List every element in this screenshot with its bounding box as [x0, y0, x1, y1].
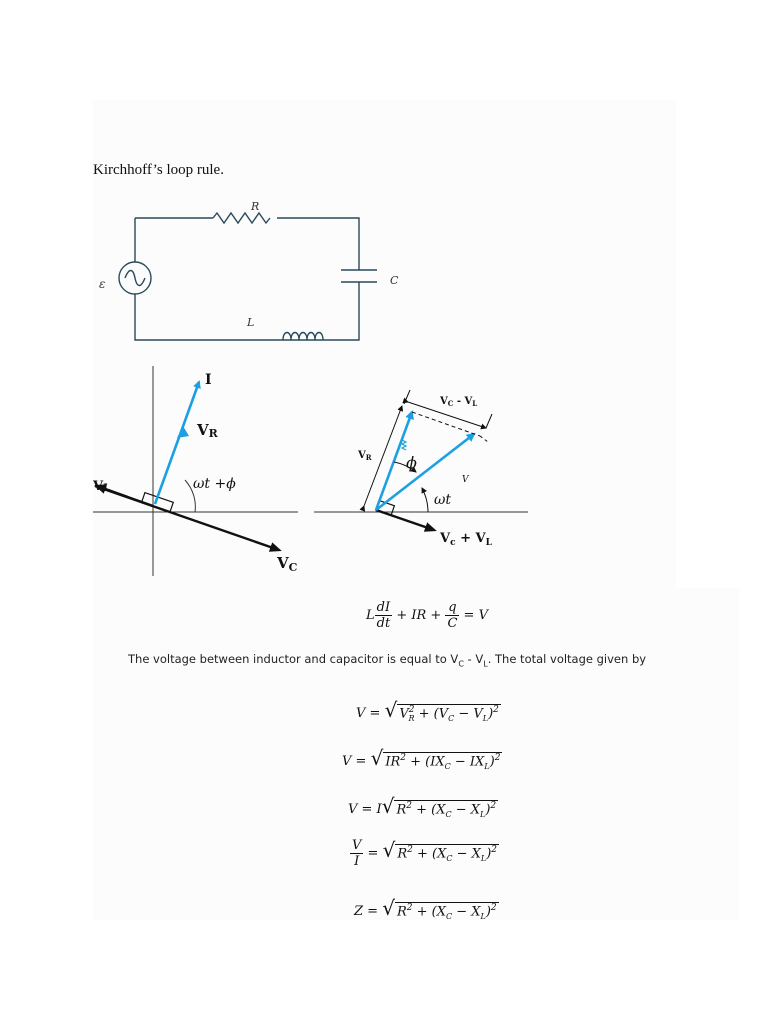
- inductor-symbol: [283, 333, 323, 341]
- vc-plus-vl-label: $V_c + V_L$: [440, 531, 492, 548]
- vr-label-right: $V_R$: [358, 450, 372, 462]
- resistor-symbol: [213, 213, 270, 223]
- angle-label: ωt +ϕ: [193, 476, 236, 492]
- current-label: I: [205, 372, 212, 388]
- phi-label: ϕ: [406, 453, 417, 472]
- voltage-note: The voltage between inductor and capacitor is equal to $V_C - V_L$. The total voltage given by: [128, 652, 647, 669]
- vc-label: $V_C$: [277, 554, 298, 574]
- vc-minus-vl-label: $V_C - V_L$: [440, 396, 478, 408]
- kirchhoff-equation: L $\frac{dI}{dt}$ + IR + $\frac{q}{C}$ = V: [366, 600, 488, 631]
- ratio-equation: $\frac{V}{I}$ = √ $R^2 + (X_C - X_L)^2$: [352, 838, 498, 869]
- impedance-current-equation: V = √ $IR^2 + (IX_C - IX_L)^2$: [342, 746, 501, 771]
- emf-label: ε: [99, 277, 106, 291]
- inductor-label: L: [247, 316, 255, 329]
- vl-label: VL: [93, 479, 111, 494]
- total-voltage-equation: V = √ $V^2_R + (V_C - V_L)^2$: [356, 698, 499, 723]
- capacitor-label: C: [390, 274, 399, 287]
- omega-t-label: ωt: [434, 492, 452, 508]
- phasor-diagram-right: [312, 362, 542, 562]
- rlc-circuit-diagram: [93, 196, 403, 356]
- resistor-label: R: [251, 200, 260, 213]
- intro-text: Kirchhoff’s loop rule.: [93, 162, 224, 178]
- phasor-diagram-left: [93, 362, 313, 582]
- impedance-equation: Z = √ $R^2 + (X_C - X_L)^2$: [354, 896, 497, 921]
- factored-voltage-equation: V = I√ $R^2 + (X_C - X_L)^2$: [348, 794, 497, 819]
- v-label-right: V: [462, 475, 469, 485]
- vr-label: VR: [197, 421, 218, 440]
